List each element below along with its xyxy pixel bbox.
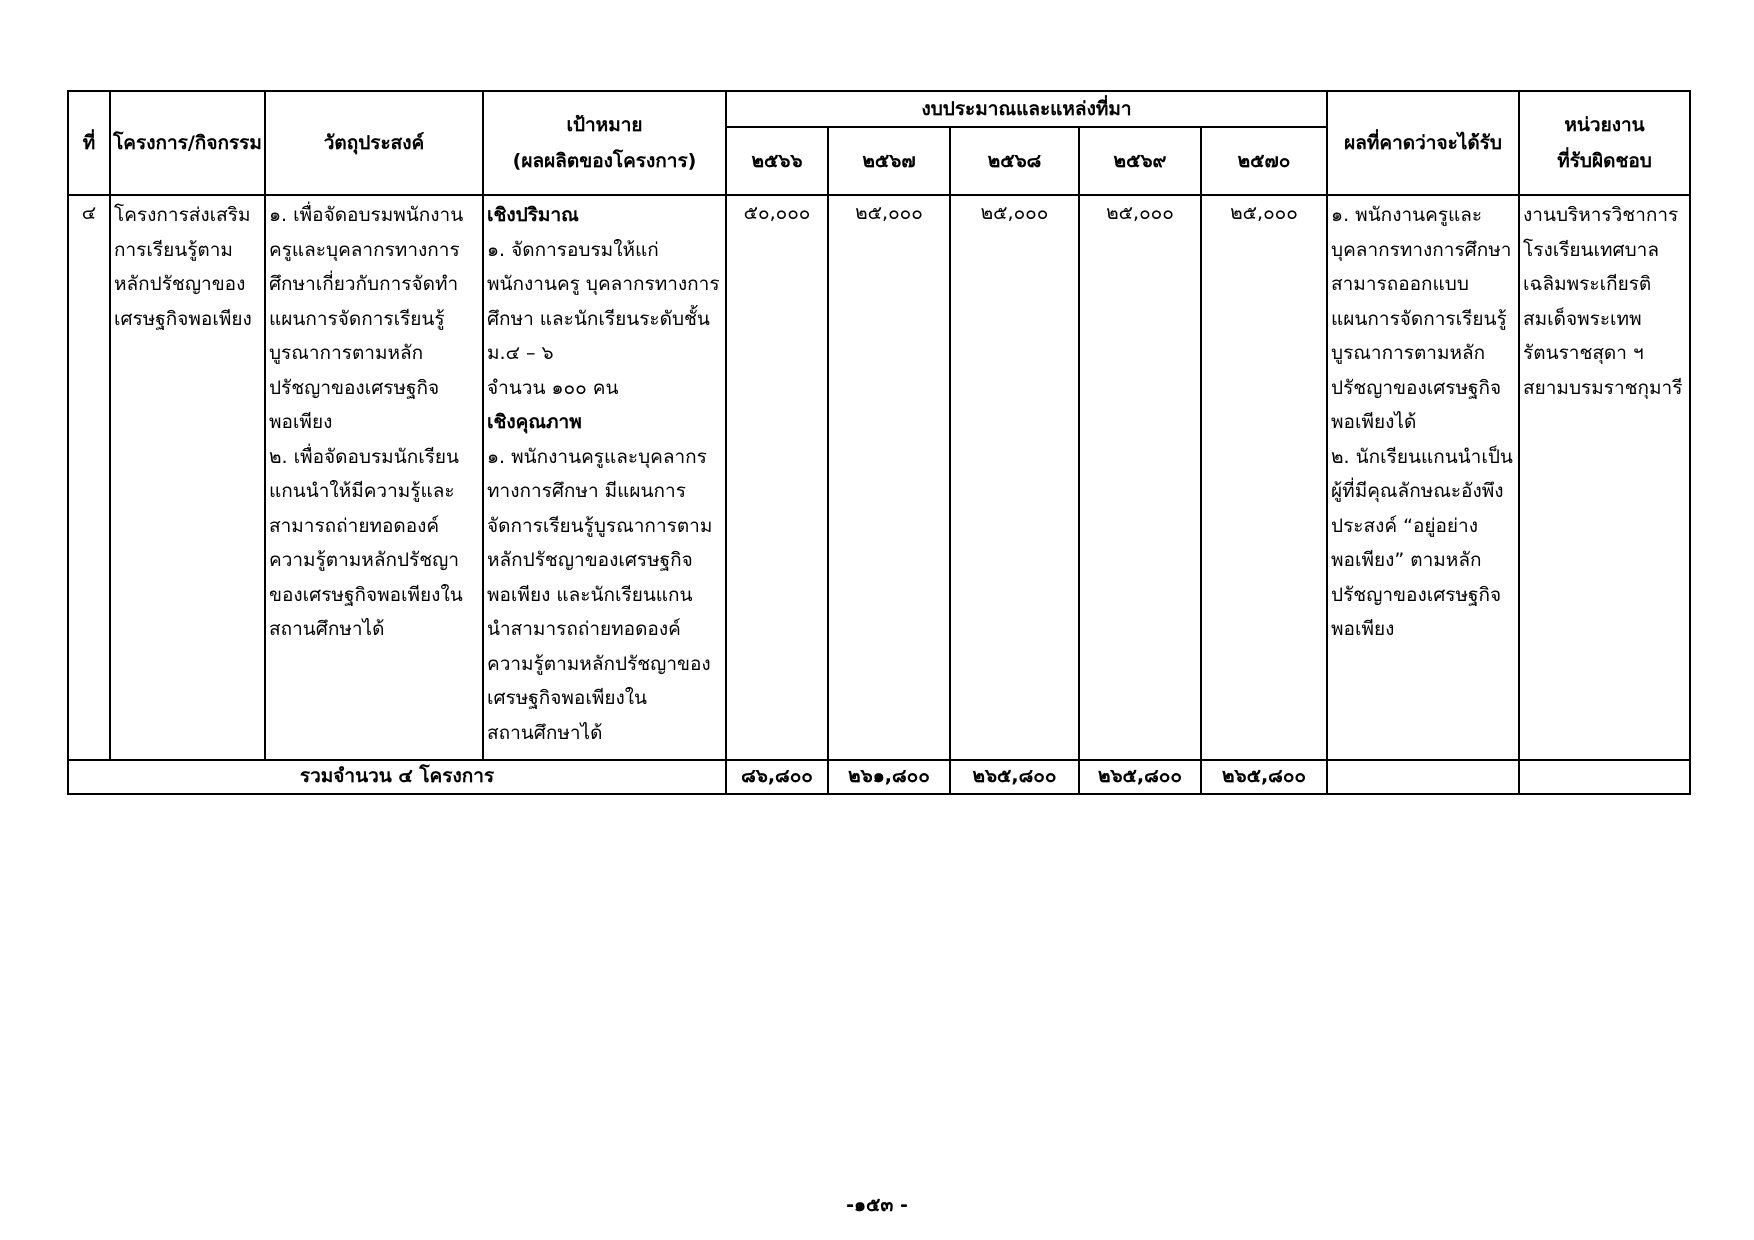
total-value: ๒๖๕,๘๐๐ xyxy=(950,760,1079,794)
page-number: -๑๕๓ - xyxy=(846,1194,908,1216)
header-target-line2: (ผลผลิตของโครงการ) xyxy=(512,150,697,172)
budget-cell: ๒๕,๐๐๐ xyxy=(1079,195,1201,760)
header-budget-group: งบประมาณและแหล่งที่มา xyxy=(726,91,1327,127)
cell-line: ปรัชญาของเศรษฐกิจ xyxy=(269,376,440,399)
cell-line: หลักปรัชญาของเศรษฐกิจ xyxy=(487,549,693,571)
header-year: ๒๕๖๘ xyxy=(950,127,1079,195)
objective-cell xyxy=(265,195,483,760)
cell-line: สมเด็จพระเทพ xyxy=(1523,307,1642,330)
cell-line: พอเพียง xyxy=(1331,618,1395,640)
cell-line: บูรณาการตามหลัก xyxy=(269,342,424,364)
cell-line: สถานศึกษาได้ xyxy=(487,721,603,744)
cell-line: ประสงค์ “อยู่อย่าง xyxy=(1331,514,1479,537)
cell-line: สามารถถ่ายทอดองค์ xyxy=(269,514,440,537)
cell-line: ๒. นักเรียนแกนนำเป็น xyxy=(1331,445,1513,468)
header-target-line1: เป้าหมาย xyxy=(566,114,643,136)
cell-line: การเรียนรู้ตาม xyxy=(114,238,233,261)
cell-line: พอเพียง และนักเรียนแกน xyxy=(487,583,693,606)
header-unit-line1: หน่วยงาน xyxy=(1564,114,1645,136)
cell-line: ของเศรษฐกิจพอเพียงใน xyxy=(269,583,463,606)
header-expected: ผลที่คาดว่าจะได้รับ xyxy=(1327,91,1519,195)
cell-line: โรงเรียนเทศบาล xyxy=(1523,238,1659,261)
cell-line: สามารถออกแบบ xyxy=(1331,273,1469,295)
cell-line: ผู้ที่มีคุณลักษณะอังพึง xyxy=(1331,480,1504,502)
cell-line: ปรัชญาของเศรษฐกิจ xyxy=(1331,376,1502,399)
cell-line: รัตนราชสุดา ฯ xyxy=(1523,342,1644,364)
cell-line: พอเพียงได้ xyxy=(1331,411,1417,433)
cell-line: ความรู้ตามหลักปรัชญาของ xyxy=(487,652,711,675)
cell-line: พอเพียง” ตามหลัก xyxy=(1331,549,1482,571)
target-heading: เชิงคุณภาพ xyxy=(487,411,582,433)
cell-line: นำสามารถถ่ายทอดองค์ xyxy=(487,618,681,640)
header-year: ๒๕๗๐ xyxy=(1201,127,1327,195)
cell-line: แกนนำให้มีความรู้และ xyxy=(269,480,455,502)
header-target xyxy=(483,91,726,195)
cell-line: ครูและบุคลากรทางการ xyxy=(269,238,460,261)
total-row xyxy=(68,760,1690,794)
cell-line: ๒. เพื่อจัดอบรมนักเรียน xyxy=(269,445,460,468)
expected-cell xyxy=(1327,195,1519,760)
cell-line: เฉลิมพระเกียรติ xyxy=(1523,273,1652,295)
header-objective: วัตถุประสงค์ xyxy=(265,91,483,195)
target-text xyxy=(484,196,725,752)
project-plan-table xyxy=(67,90,1691,795)
cell-line: เศรษฐกิจพอเพียง xyxy=(114,307,252,330)
header-unit-line2: ที่รับผิดชอบ xyxy=(1557,150,1652,172)
objective-text xyxy=(266,196,482,649)
cell-line: สถานศึกษาได้ xyxy=(269,618,385,640)
cell-line: บูรณาการตามหลัก xyxy=(1331,342,1486,364)
unit-cell xyxy=(1519,195,1690,760)
unit-text xyxy=(1520,196,1689,407)
total-expected-empty xyxy=(1327,760,1519,794)
header-year: ๒๕๖๖ xyxy=(726,127,828,195)
cell-line: ศึกษา และนักเรียนระดับชั้น xyxy=(487,307,710,330)
cell-line: ๑. พนักงานครูและบุคลากร xyxy=(487,445,707,468)
total-value: ๒๖๑,๘๐๐ xyxy=(828,760,950,794)
total-value: ๘๖,๘๐๐ xyxy=(726,760,828,794)
header-year: ๒๕๖๗ xyxy=(828,127,950,195)
budget-cell: ๒๕,๐๐๐ xyxy=(828,195,950,760)
target-cell xyxy=(483,195,726,760)
target-heading: เชิงปริมาณ xyxy=(487,204,579,226)
cell-line: พนักงานครู บุคลากรทางการ xyxy=(487,273,720,295)
cell-line: ปรัชญาของเศรษฐกิจ xyxy=(1331,583,1502,606)
total-label: รวมจำนวน ๔ โครงการ xyxy=(68,760,726,794)
budget-cell: ๕๐,๐๐๐ xyxy=(726,195,828,760)
cell-line: แผนการจัดการเรียนรู้ xyxy=(269,307,445,330)
cell-line: ทางการศึกษา มีแผนการ xyxy=(487,480,686,502)
cell-line: บุคลากรทางการศึกษา xyxy=(1331,238,1512,261)
budget-cell: ๒๕,๐๐๐ xyxy=(950,195,1079,760)
header-row-1 xyxy=(68,91,1690,127)
row-number: ๔ xyxy=(68,195,110,760)
header-no: ที่ xyxy=(68,91,110,195)
cell-line: ๑. จัดการอบรมให้แก่ xyxy=(487,238,659,261)
cell-line: ศึกษาเกี่ยวกับการจัดทำ xyxy=(269,273,459,295)
total-value: ๒๖๕,๘๐๐ xyxy=(1201,760,1327,794)
cell-line: จัดการเรียนรู้บูรณาการตาม xyxy=(487,514,713,537)
cell-line: จำนวน ๑๐๐ คน xyxy=(487,376,619,399)
cell-line: งานบริหารวิชาการ xyxy=(1523,204,1679,226)
cell-line: หลักปรัชญาของ xyxy=(114,273,246,295)
cell-line: โครงการส่งเสริม xyxy=(114,204,251,226)
header-unit xyxy=(1519,91,1690,195)
cell-line: แผนการจัดการเรียนรู้ xyxy=(1331,307,1507,330)
cell-line: ม.๔ – ๖ xyxy=(487,342,554,364)
expected-text xyxy=(1328,196,1518,649)
cell-line: ความรู้ตามหลักปรัชญา xyxy=(269,549,459,571)
cell-line: สยามบรมราชกุมารี xyxy=(1523,376,1683,399)
cell-line: ๑. เพื่อจัดอบรมพนักงาน xyxy=(269,204,464,226)
cell-line: ๑. พนักงานครูและ xyxy=(1331,204,1483,226)
cell-line: พอเพียง xyxy=(269,411,333,433)
header-year: ๒๕๖๙ xyxy=(1079,127,1201,195)
header-project: โครงการ/กิจกรรม xyxy=(110,91,265,195)
project-text xyxy=(111,196,264,338)
table-row xyxy=(68,195,1690,760)
cell-line: เศรษฐกิจพอเพียงใน xyxy=(487,687,648,709)
budget-cell: ๒๕,๐๐๐ xyxy=(1201,195,1327,760)
total-value: ๒๖๕,๘๐๐ xyxy=(1079,760,1201,794)
project-cell xyxy=(110,195,265,760)
total-unit-empty xyxy=(1519,760,1690,794)
